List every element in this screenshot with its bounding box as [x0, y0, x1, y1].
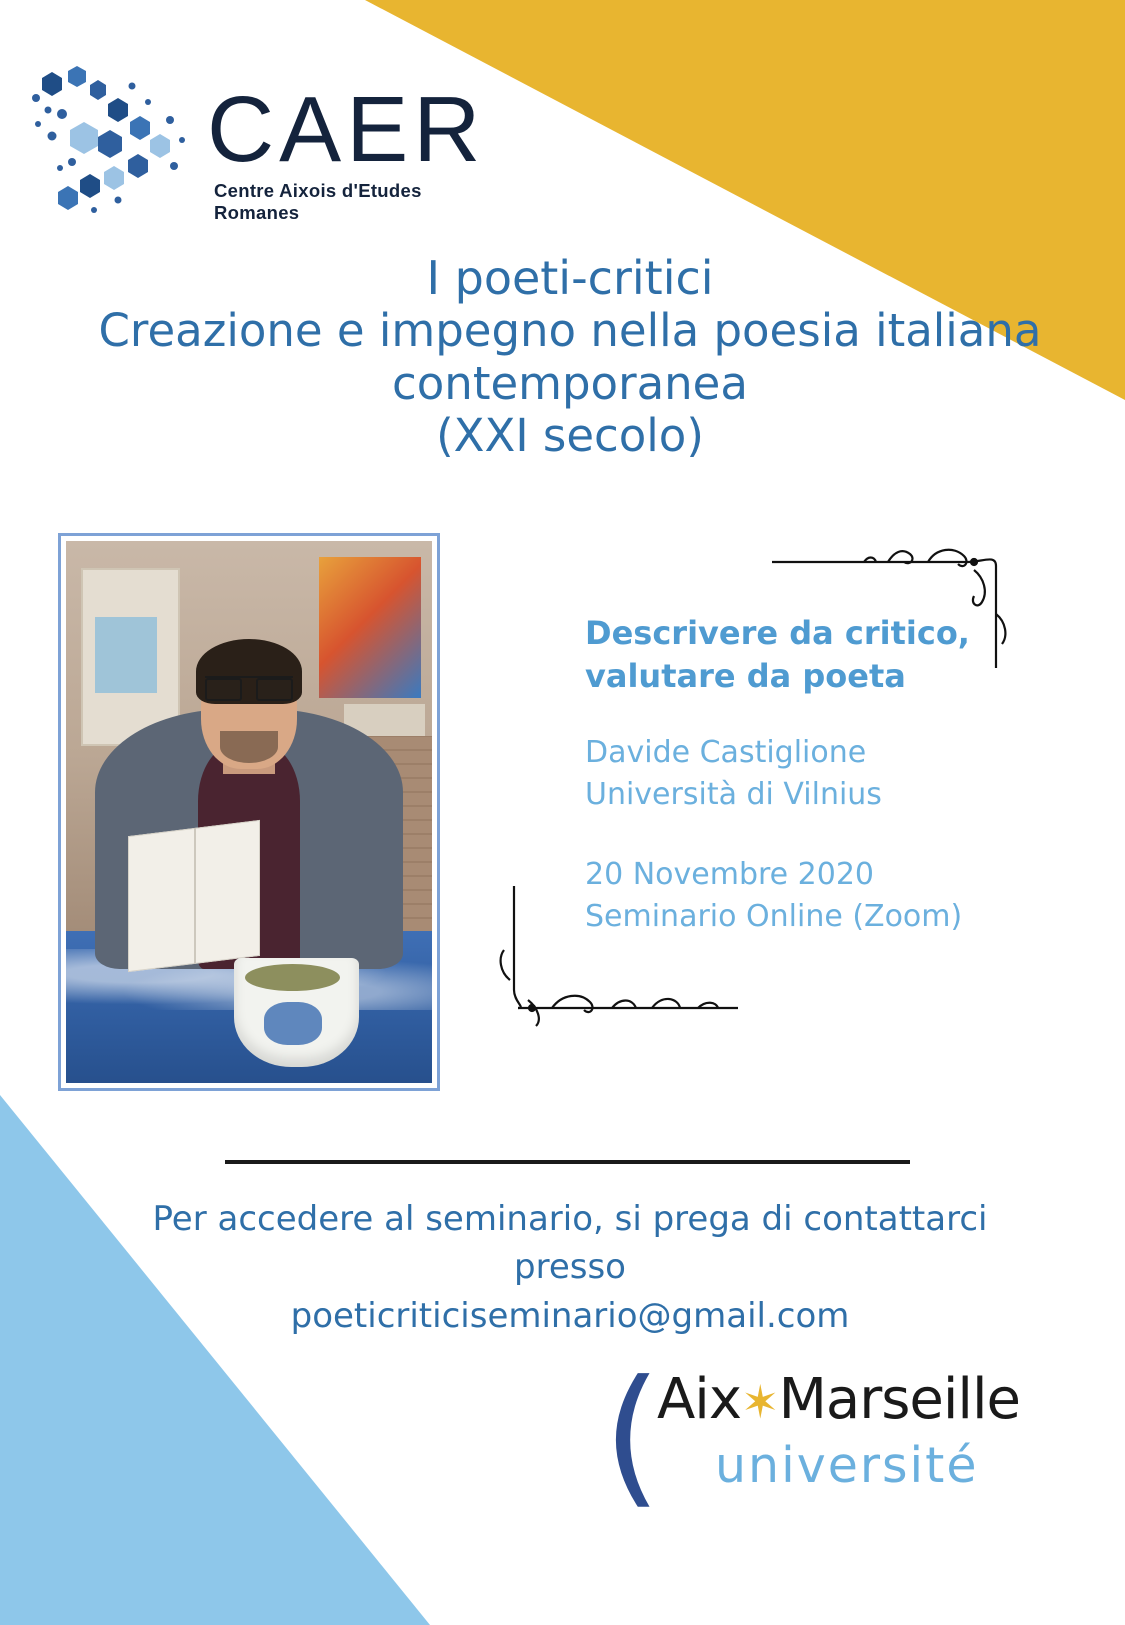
amu-marseille: Marseille	[778, 1367, 1020, 1432]
speaker-name: Davide Castiglione	[585, 734, 867, 770]
title-line-2: Creazione e impegno nella poesia italiana	[98, 304, 1042, 358]
paren-icon: (	[603, 1349, 662, 1523]
caer-wordmark: CAER	[207, 77, 486, 181]
caer-subtitle: Centre Aixois d'Etudes Romanes	[214, 180, 422, 223]
blue-corner-wedge	[0, 1095, 430, 1625]
star-icon: ✶	[741, 1375, 779, 1429]
amu-aix: Aix	[657, 1367, 742, 1432]
contact-email[interactable]: poeticriticiseminario@gmail.com	[290, 1295, 850, 1336]
title-line-4: (XXI secolo)	[436, 408, 704, 462]
horizontal-divider	[225, 1160, 910, 1164]
talk-heading	[585, 612, 1055, 698]
amu-universite: université	[715, 1437, 979, 1494]
title-line-3: contemporanea	[392, 356, 748, 410]
aix-marseille-universite-logo	[595, 1349, 1035, 1523]
caer-logo	[22, 62, 492, 222]
talk-details	[585, 612, 1055, 938]
contact-block	[100, 1195, 1040, 1340]
contact-instruction: Per accedere al seminario, si prega di contattarci presso	[152, 1199, 988, 1288]
speaker-photo	[58, 533, 440, 1091]
speaker-photo-image	[66, 541, 432, 1083]
speaker-affiliation: Università di Vilnius	[585, 776, 882, 812]
event-date: 20 Novembre 2020	[585, 856, 874, 892]
talk-heading-line-1: Descrivere da critico,	[585, 614, 970, 652]
talk-heading-line-2: valutare da poeta	[585, 656, 906, 695]
hexagon-dots-icon	[22, 62, 197, 222]
event-format: Seminario Online (Zoom)	[585, 898, 963, 934]
poster-title	[90, 252, 1050, 462]
amu-wordmark	[657, 1367, 1020, 1432]
title-line-1: I poeti-critici	[426, 251, 714, 305]
event-info	[585, 854, 1055, 938]
speaker-info	[585, 732, 1055, 816]
